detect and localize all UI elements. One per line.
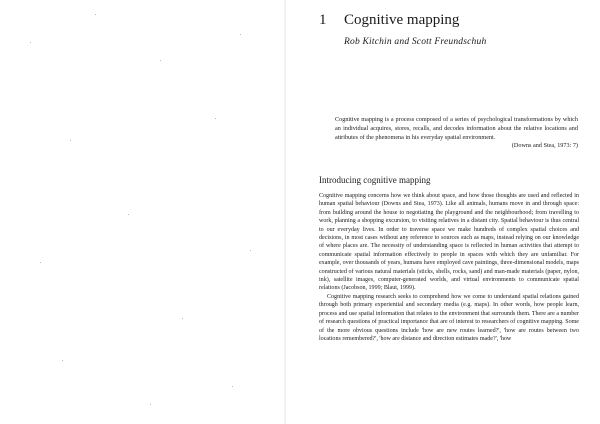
speck xyxy=(30,42,31,43)
speck xyxy=(62,360,63,361)
speck xyxy=(215,118,216,119)
body-text xyxy=(319,192,579,343)
body-paragraph: Cognitive mapping concerns how we think about space, and how those thoughts are used and reflected in human spatial behaviour (Downs and Stea, 1973). Like all animals, humans move in and through space: from building around the house to negotiating the playground and the neighbourhood; from travelling to work, planning a shopping excursion, to visiting relatives in a distant city. Spatial behaviour is thus central to our everyday lives. In order to traverse space we make hundreds of complex spatial choices and decisions, in most cases without any reference to sources such as maps, instead relying on our knowledge of where places are. The necessity of understanding space is reflected in human activities that attempt to communicate spatial information effectively to people in spaces with which they are unfamiliar. For example, over thousands of years, humans have employed cave paintings, three-dimensional models, maps constructed of various natural materials (sticks, shells, rocks, sand) and man-made materials (paper, nylon, ink), satellite images, computer-generated worlds, and virtual environments to communicate spatial relations (Jacobson, 1999; Blaut, 1999). xyxy=(319,193,579,292)
section-heading: Introducing cognitive mapping xyxy=(319,175,431,185)
epigraph xyxy=(335,116,578,151)
epigraph-quote: Cognitive mapping is a process composed of a series of psychological transformations by which an individual acquires, stores, recalls, and decodes information about the relative locations and attributes of the phenomena in his everyday spatial environment. xyxy=(335,116,578,141)
speck xyxy=(128,214,129,215)
epigraph-citation: (Downs and Stea, 1973: 7) xyxy=(511,142,578,150)
chapter-number: 1 xyxy=(319,12,327,28)
speck xyxy=(250,250,251,251)
speck xyxy=(232,386,233,387)
speck xyxy=(40,262,41,263)
speck xyxy=(182,318,183,319)
left-page xyxy=(0,0,286,424)
speck xyxy=(160,60,161,61)
speck xyxy=(95,14,96,15)
chapter-authors: Rob Kitchin and Scott Freundschuh xyxy=(344,37,487,47)
speck xyxy=(240,34,241,35)
chapter-title: Cognitive mapping xyxy=(344,12,460,28)
speck xyxy=(70,140,71,141)
speck xyxy=(150,404,151,405)
body-paragraph: Cognitive mapping research seeks to comprehend how we come to understand spatial relations gained through both primary experiential and secondary media (e.g. maps). In other words, how people learn, process and use spatial information that relates to the environment that surrounds them. There are a number of research questions of practical importance that are of interest to researchers of cognitive mapping. Some of the more obvious questions include 'how are new routes learned?', 'how are routes between two locations remembered?', 'how are distance and direction estimates made?', 'how xyxy=(319,293,579,342)
